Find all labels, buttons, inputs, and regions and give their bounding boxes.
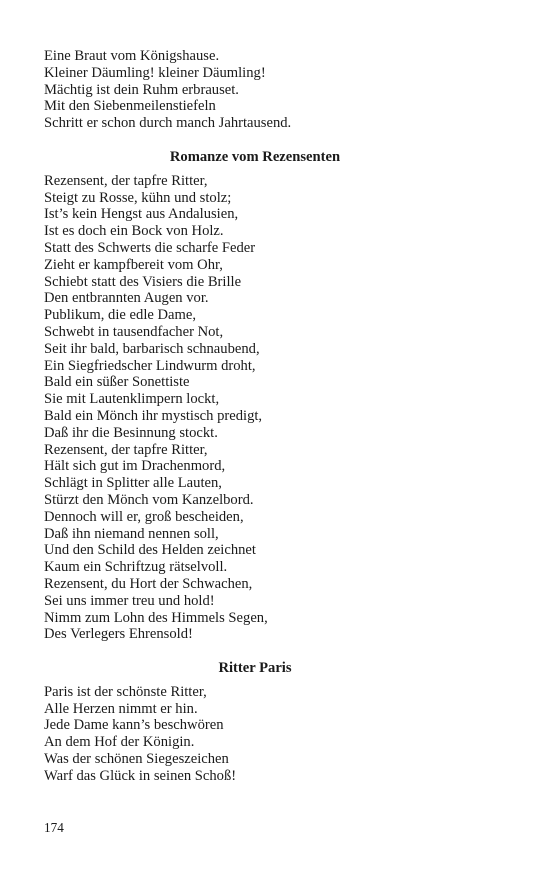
verse-line: Ein Siegfriedscher Lindwurm droht,: [44, 357, 256, 374]
verse-line: Mit den Siebenmeilenstiefeln: [44, 98, 216, 115]
verse-line: Hält sich gut im Drachenmord,: [44, 458, 226, 475]
verse-line: Und den Schild des Helden zeichnet: [44, 542, 256, 559]
verse-line: Was der schönen Siegeszeichen: [44, 751, 229, 768]
verse-line: Schlägt in Splitter alle Lauten,: [44, 475, 222, 492]
verse-line: Bald ein Mönch ihr mystisch predigt,: [44, 407, 263, 424]
verse-line: Statt des Schwerts die scharfe Feder: [44, 239, 256, 256]
verse-line: Stürzt den Mönch vom Kanzelbord.: [44, 491, 254, 508]
verse-line: Seit ihr bald, barbarisch schnaubend,: [44, 340, 260, 357]
verse-line: Schritt er schon durch manch Jahrtausend.: [44, 115, 292, 132]
verse-line: Sei uns immer treu und hold!: [44, 592, 215, 609]
verse-line: Daß ihr die Besinnung stockt.: [44, 424, 218, 441]
verse-line: Schiebt statt des Visiers die Brille: [44, 273, 242, 290]
verse-line: Eine Braut vom Königshause.: [44, 48, 220, 64]
verse-line: Schwebt in tausendfacher Not,: [44, 323, 224, 340]
verse-line: Kaum ein Schriftzug rätselvoll.: [44, 559, 228, 576]
verse-line: Nimm zum Lohn des Himmels Segen,: [44, 609, 268, 626]
poem-title: Romanze vom Rezensenten: [169, 148, 341, 165]
verse-line: Steigt zu Rosse, kühn und stolz;: [44, 189, 232, 206]
verse-line: Alle Herzen nimmt er hin.: [44, 700, 198, 717]
spacer: [44, 643, 514, 660]
spacer: [44, 132, 514, 149]
verse-line: Paris ist der schönste Ritter,: [44, 683, 207, 700]
page-body: [44, 48, 514, 785]
verse-line: Dennoch will er, groß bescheiden,: [44, 508, 244, 525]
poem-romanze-vom-rezensenten: [44, 173, 514, 643]
verse-line: Zieht er kampfbereit vom Ohr,: [44, 256, 223, 273]
poem-continuation: [44, 48, 514, 132]
verse-line: Den entbrannten Augen vor.: [44, 290, 209, 307]
verse-line: Bald ein süßer Sonettiste: [44, 374, 190, 391]
verse-line: Rezensent, der tapfre Ritter,: [44, 172, 208, 189]
verse-line: Sie mit Lautenklimpern lockt,: [44, 391, 220, 408]
verse-line: Ist es doch ein Bock von Holz.: [44, 223, 224, 240]
verse-line: An dem Hof der Königin.: [44, 734, 195, 751]
verse-line: Warf das Glück in seinen Schoß!: [44, 767, 237, 784]
verse-line: Kleiner Däumling! kleiner Däumling!: [44, 64, 266, 81]
verse-line: Ist’s kein Hengst aus Andalusien,: [44, 206, 239, 223]
verse-line: Jede Dame kann’s beschwören: [44, 717, 224, 734]
spacer: [44, 166, 514, 173]
poem-ritter-paris: [44, 684, 514, 785]
verse-line: Publikum, die edle Dame,: [44, 307, 196, 324]
verse-line: Daß ihn niemand nennen soll,: [44, 525, 219, 542]
page-number: 174: [44, 820, 64, 835]
poem-title: Ritter Paris: [218, 660, 292, 677]
verse-line: Rezensent, der tapfre Ritter,: [44, 441, 208, 458]
verse-line: Rezensent, du Hort der Schwachen,: [44, 575, 253, 592]
verse-line: Mächtig ist dein Ruhm erbrauset.: [44, 81, 239, 98]
verse-line: Des Verlegers Ehrensold!: [44, 626, 193, 643]
spacer: [44, 677, 514, 684]
